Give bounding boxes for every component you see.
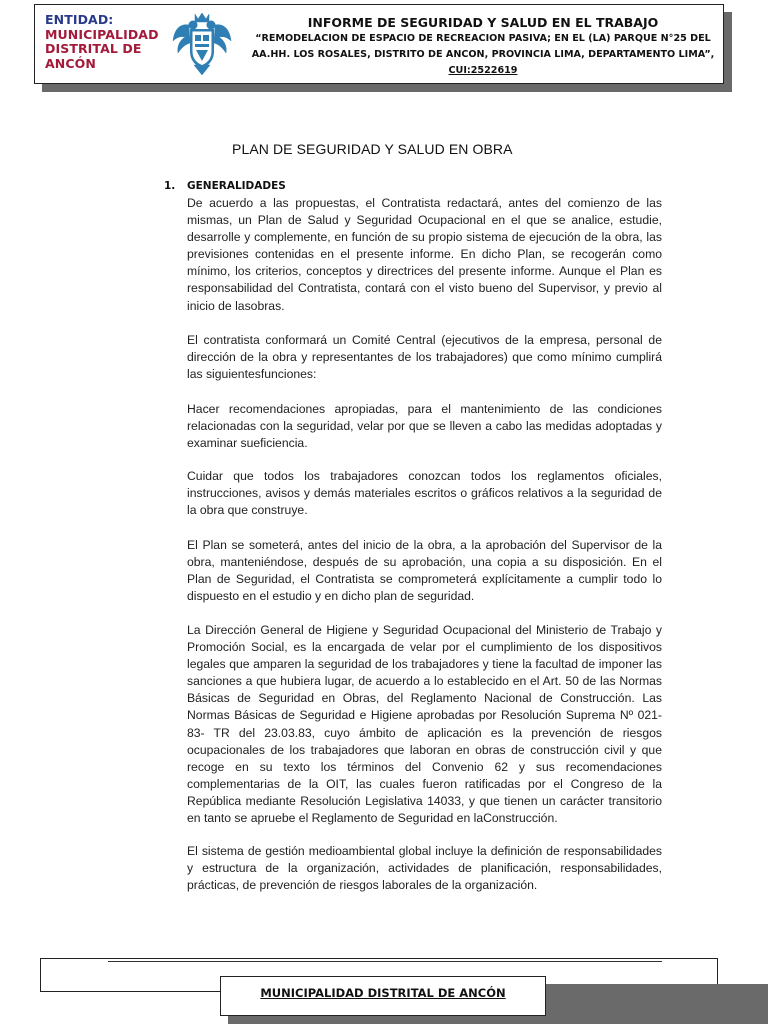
paragraph-2: El contratista conformará un Comité Central (ejecutivos de la empresa, personal de dirección de la obra y representantes de los trabajadores) que como mínimo cumplirá las siguientesfunciones: [187,333,662,382]
document-title: PLAN DE SEGURIDAD Y SALUD EN OBRA [232,141,513,157]
paragraph-3: Hacer recomendaciones apropiadas, para el mantenimiento de las condiciones relacionadas con la seguridad, velar por que se lleven a cabo las medidas adoptadas y examinar sueficiencia. [187,402,662,451]
entity-name-line-3: ANCÓN [45,55,96,71]
entity-label: ENTIDAD: [45,12,114,27]
section-title: GENERALIDADES [187,180,286,192]
footer-rule [108,961,662,962]
project-cui: CUI:2522619 [448,65,518,76]
project-name-line-1: “REMODELACION DE ESPACIO DE RECREACION PASIVA; EN EL (LA) PARQUE N°25 DEL [255,33,711,44]
entity-name-line-2: DISTRITAL DE [45,41,142,56]
municipal-crest-icon [171,11,233,77]
paragraph-6: La Dirección General de Higiene y Seguridad Ocupacional del Ministerio de Trabajo y Promoción Social, es la encargada de velar por el cumplimiento de los dispositivos legales que amparen la seguridad de los trabajadores y tiene la facultad de imponer las sanciones a que hubiera lugar, de acuerdo a lo establecido en el Art. 50 de las Normas Básicas de Seguridad en Obras, del Reglamento Nacional de Construcción. Las Normas Básicas de Seguridad e Higiene aprobadas por Resolución Suprema Nº 021-83- TR del 23.03.83, cuyo ámbito de aplicación es la prevención de riesgos ocupacionales de los trabajadores que laboran en obras de construcción civil y que recoge en su texto los términos del Convenio 62 y sus recomendaciones complementarias de la OIT, las cuales fueron ratificadas por el Congreso de la República mediante Resolución Legislativa 14033, y que tienen un carácter transitorio en tanto se apruebe el Reglamento de Seguridad en laConstrucción. [187,623,662,826]
report-title: INFORME DE SEGURIDAD Y SALUD EN EL TRABAJO [307,15,659,30]
section-number: 1. [164,180,176,192]
footer-label-box [220,976,546,1016]
section-heading [164,180,286,192]
page-header [34,4,724,84]
entity-name-line-1: MUNICIPALIDAD [45,26,159,42]
paragraph-7: El sistema de gestión medioambiental global incluye la definición de responsabilidades y estructura de la organización, actividades de planificación, responsabilidades, prácticas, de prevención de riesgos laborales de la organización. [187,844,662,893]
paragraph-4: Cuidar que todos los trabajadores conozcan todos los reglamentos oficiales, instrucciones, avisos y demás materiales escritos o gráficos relativos a la seguridad de la obra que construye. [187,469,662,518]
project-name-line-2: AA.HH. LOS ROSALES, DISTRITO DE ANCON, PROVINCIA LIMA, DEPARTAMENTO LIMA”, [251,49,715,60]
footer-label: MUNICIPALIDAD DISTRITAL DE ANCÓN [260,986,506,1000]
header-text [247,15,719,79]
entity-block [45,12,159,71]
paragraph-1: De acuerdo a las propuestas, el Contratista redactará, antes del comienzo de las mismas, un Plan de Salud y Seguridad Ocupacional en el que se analice, estudie, desarrolle y complemente, en función de su propio sistema de ejecución de la obra, las previsiones contenidas en el presente informe. En dicho Plan, se recogerán como mínimo, los criterios, conceptos y directrices del presente informe. Aunque el Plan es responsabilidad del Contratista, contará con el visto bueno del Supervisor, y previo al inicio de lasobras. [187,196,662,313]
paragraph-5: El Plan se someterá, antes del inicio de la obra, a la aprobación del Supervisor de la obra, manteniéndose, después de su aprobación, una copia a su disposición. En el Plan de Seguridad, el Contratista se comprometerá explícitamente a cumplir todo lo dispuesto en el estudio y en dicho plan de seguridad. [187,538,662,604]
